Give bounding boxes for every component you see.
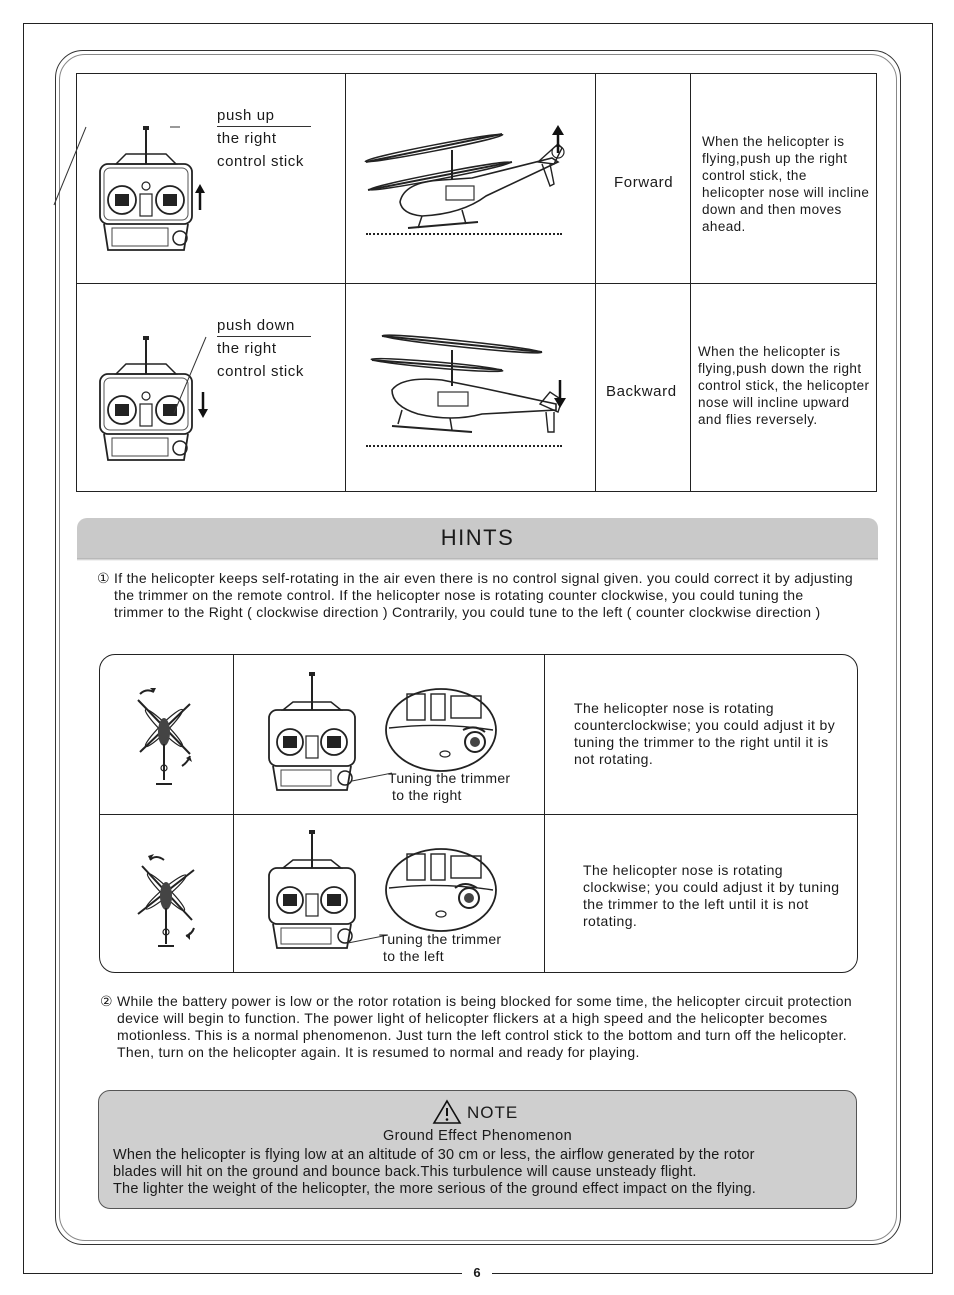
trimmer-description: The helicopter nose is rotating clockwise; you could adjust it by tuning the trimmer to the left until it is not rotating. [583,862,840,929]
hint-marker: ① [97,570,110,586]
hint-text: If the helicopter keeps self-rotating in the air even there is no control signal given. you could correct it by adjusting the trimmer on the remote control. If the helicopter nose is rotating counter clockwise, you could tuning the trimmer to the Right ( clockwise direction ) Contrarily, you could tune to the left ( counter clockwise direction ) [114,570,854,620]
hint-paragraph-1 [97,570,857,621]
label-leader-line [352,770,392,780]
note-line: When the helicopter is flying low at an altitude of 30 cm or less, the airflow generated by the rotor [113,1147,755,1163]
hint-paragraph-2 [100,993,860,1061]
ground-line [366,233,562,239]
note-text [113,1147,853,1198]
note-line: The lighter the weight of the helicopter, the more serious of the ground effect impact on the flying. [113,1181,756,1197]
warning-triangle-icon [433,1100,461,1124]
page-number: 6 [462,1262,492,1284]
tune-line: to the right [392,787,462,803]
arrow-down-icon [553,380,567,408]
helicopter-forward-illustration [362,124,582,244]
hints-title: HINTS [440,525,515,550]
arrow-up-icon [551,125,565,153]
table-divider [100,814,857,815]
helicopter-backward-illustration [362,330,582,450]
trimmer-description: The helicopter nose is rotating counterclockwise; you could adjust it by tuning the trimmer to the right until it is not rotating. [574,700,836,767]
trimmer-closeup-illustration [385,848,497,932]
stick-instruction-label [217,314,304,383]
stick-line: push up [217,107,275,124]
note-line: blades will hit on the ground and bounce back.This turbulence will cause unsteady flight. [113,1164,697,1180]
note-subtitle: Ground Effect Phenomenon [382,1128,573,1144]
table-divider [77,283,876,284]
ground-line [366,445,562,451]
remote-control-illustration [265,828,359,956]
stick-line: control stick [217,153,304,170]
tune-trimmer-label [379,931,501,965]
hints-header [77,518,878,558]
note-title: NOTE [467,1103,519,1122]
hint-text: While the battery power is low or the rotor rotation is being blocked for some time, the helicopter circuit protection device will begin to function. The power light of helicopter flickers at a high speed and the helicopter becomes motionless. This is a normal phenomenon. Just turn the left control stick to the bottom and turn off the helicopter. Then, turn on the helicopter again. It is resumed to normal and ready for playing. [117,993,852,1060]
helicopter-top-view-illustration [128,850,204,960]
remote-control-illustration [265,670,359,798]
control-description: When the helicopter is flying,push down the right control stick, the helicopter nose will incline upward and flies reversely. [698,344,870,427]
tune-line: to the left [383,948,444,964]
tune-line: Tuning the trimmer [379,931,502,947]
stick-line: push down [217,317,295,334]
direction-label: Forward [614,174,674,191]
control-description: When the helicopter is flying,push up the right control stick, the helicopter nose will incline down and then moves ahead. [702,134,870,234]
direction-label: Backward [606,383,677,400]
stick-line: control stick [217,363,304,380]
helicopter-top-view-illustration [128,682,204,792]
stick-line: the right [217,130,277,147]
hint-marker: ② [100,993,113,1009]
trimmer-closeup-illustration [385,688,497,772]
stick-line: the right [217,340,277,357]
tune-line: Tuning the trimmer [388,770,511,786]
tune-trimmer-label [388,770,510,804]
